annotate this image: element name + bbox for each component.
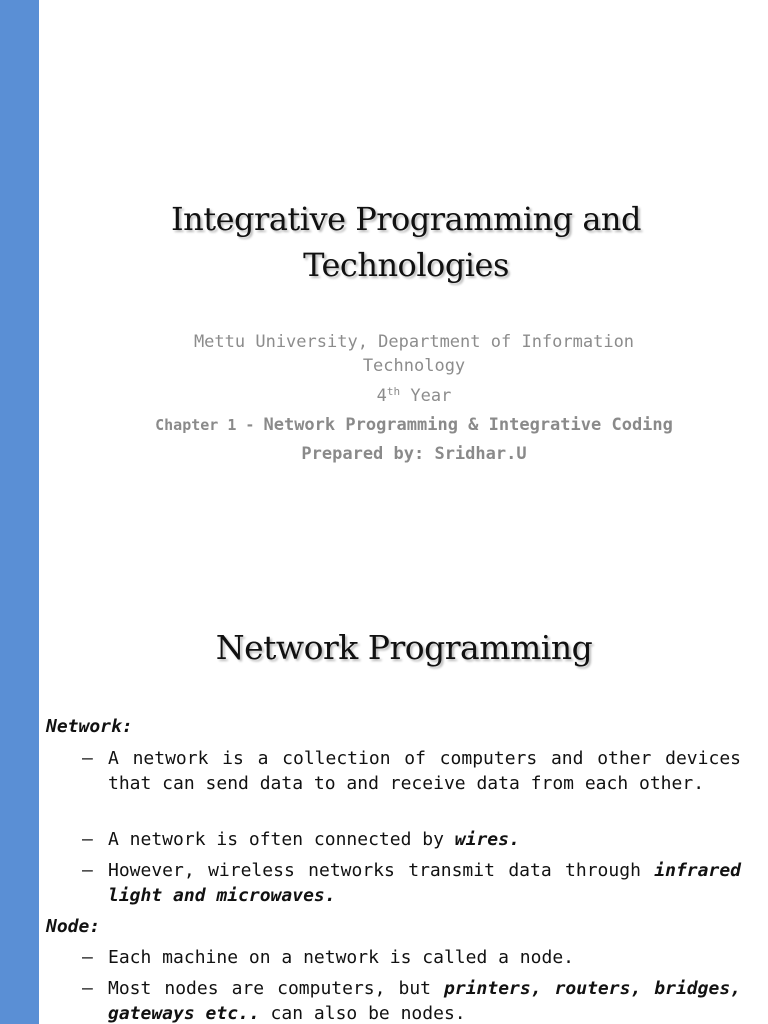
slide1-title-line2: Technologies xyxy=(303,246,509,284)
year-word: Year xyxy=(400,386,452,406)
university-subtitle xyxy=(110,330,718,378)
network-bullet-1 xyxy=(82,746,741,796)
bullet-dash: – xyxy=(82,978,93,999)
year-subtitle xyxy=(110,384,718,408)
network-bullet-1-text: A network is a collection of computers and other devices that can send data to and receive data from each other. xyxy=(108,748,741,794)
bullet-dash: – xyxy=(82,947,93,968)
prepared-by: Prepared by: Sridhar.U xyxy=(301,444,527,464)
network-bullet-2-plain: A network is often connected by xyxy=(108,829,455,850)
node-bullet-2-text xyxy=(108,976,741,1024)
year-number: 4 xyxy=(376,386,387,406)
university-line2: Technology xyxy=(362,356,466,376)
chapter-prefix: Chapter 1 - xyxy=(155,416,264,434)
left-accent-bar xyxy=(0,0,39,1024)
node-section-label: Node: xyxy=(46,916,101,937)
network-bullet-3-text xyxy=(108,858,741,908)
node-bullet-2-emphasis: printers, routers, bridges, gateways etc.. xyxy=(108,978,741,1024)
network-section-label: Network: xyxy=(46,716,133,737)
node-bullet-1-text: Each machine on a network is called a node. xyxy=(108,947,574,968)
network-bullet-2-emphasis: wires. xyxy=(454,829,520,850)
network-bullet-3-plain: However, wireless networks transmit data through xyxy=(108,860,655,881)
network-bullet-2-text xyxy=(108,827,741,852)
bullet-dash: – xyxy=(82,748,93,769)
node-bullet-2-tail: can also be nodes. xyxy=(259,1003,466,1024)
node-bullet-2-plain: Most nodes are computers, but xyxy=(108,978,445,999)
chapter-subtitle xyxy=(110,413,718,437)
chapter-title: Network Programming & Integrative Coding xyxy=(263,415,673,435)
slide2-title: Network Programming xyxy=(215,628,593,667)
slide1-title-line1: Integrative Programming and xyxy=(171,200,641,238)
node-bullet-1 xyxy=(82,945,741,970)
node-bullet-2 xyxy=(82,976,741,1024)
network-bullet-2 xyxy=(82,827,741,852)
slide1-title xyxy=(100,196,712,288)
university-line1: Mettu University, Department of Information xyxy=(193,332,635,352)
bullet-dash: – xyxy=(82,829,93,850)
network-bullet-3 xyxy=(82,858,741,908)
year-suffix: th xyxy=(386,385,401,398)
bullet-dash: – xyxy=(82,860,93,881)
network-bullet-3-emphasis: infrared light and microwaves. xyxy=(108,860,741,906)
